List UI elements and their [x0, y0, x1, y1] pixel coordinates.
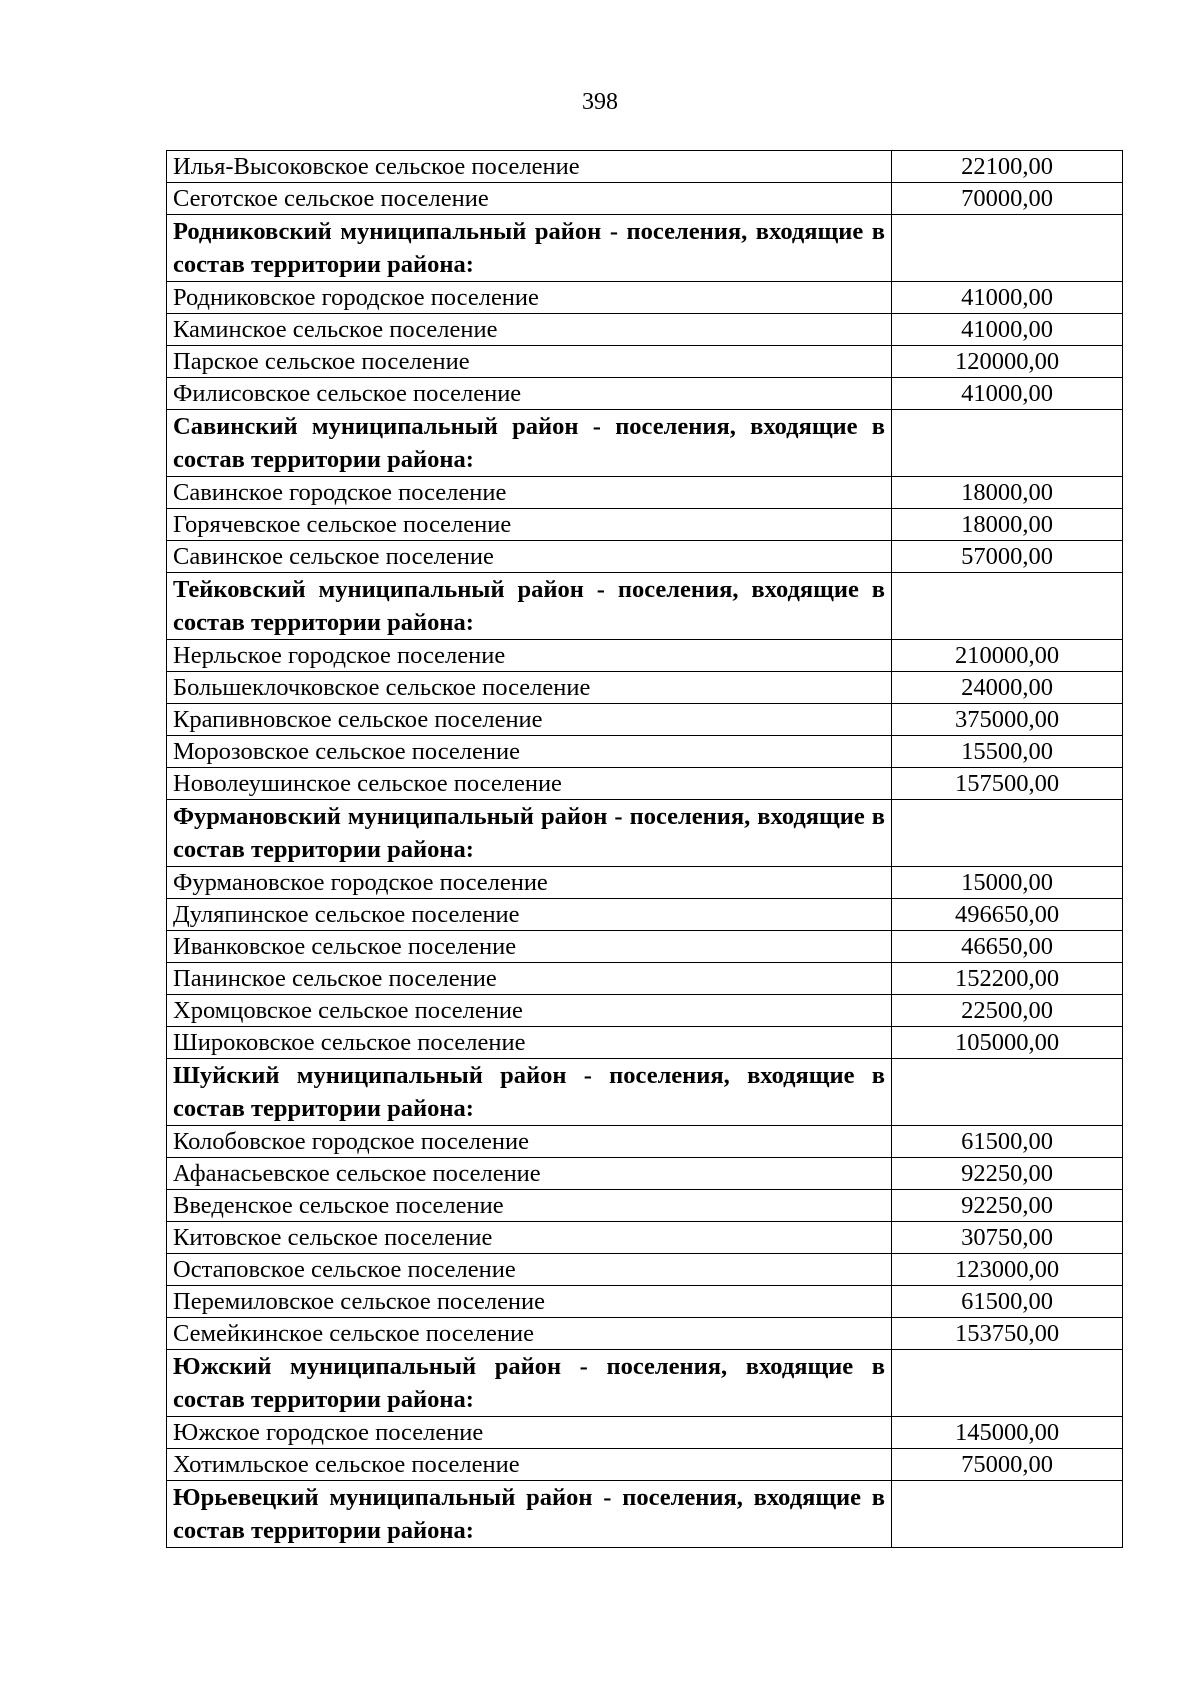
district-name: Родниковский муниципальный район - поселения, входящие в состав территории района: [167, 215, 892, 282]
amount-cell: 70000,00 [892, 183, 1123, 215]
amount-cell: 46650,00 [892, 931, 1123, 963]
settlement-row [167, 183, 1123, 215]
settlement-row [167, 509, 1123, 541]
district-header-row [167, 800, 1123, 867]
amount-cell: 22100,00 [892, 151, 1123, 183]
settlement-name: Остаповское сельское поселение [167, 1254, 892, 1286]
settlement-row [167, 1318, 1123, 1350]
settlement-name: Филисовское сельское поселение [167, 378, 892, 410]
settlement-row [167, 378, 1123, 410]
settlement-name: Сеготское сельское поселение [167, 183, 892, 215]
amount-cell: 18000,00 [892, 509, 1123, 541]
settlement-row [167, 736, 1123, 768]
settlement-name: Парское сельское поселение [167, 346, 892, 378]
settlements-table [166, 150, 1123, 1548]
amount-cell: 75000,00 [892, 1449, 1123, 1481]
settlement-name: Перемиловское сельское поселение [167, 1286, 892, 1318]
settlement-row [167, 1126, 1123, 1158]
settlement-name: Морозовское сельское поселение [167, 736, 892, 768]
settlement-row [167, 1254, 1123, 1286]
settlement-row [167, 931, 1123, 963]
settlement-row [167, 1449, 1123, 1481]
settlement-row [167, 672, 1123, 704]
settlement-row [167, 1286, 1123, 1318]
district-name: Юрьевецкий муниципальный район - поселения, входящие в состав территории района: [167, 1481, 892, 1548]
district-name: Савинский муниципальный район - поселения, входящие в состав территории района: [167, 410, 892, 477]
settlement-name: Иванковское сельское поселение [167, 931, 892, 963]
settlement-name: Широковское сельское поселение [167, 1027, 892, 1059]
district-header-row [167, 1481, 1123, 1548]
settlement-name: Илья-Высоковское сельское поселение [167, 151, 892, 183]
amount-cell: 61500,00 [892, 1286, 1123, 1318]
amount-cell: 41000,00 [892, 314, 1123, 346]
settlement-row [167, 1158, 1123, 1190]
settlement-name: Дуляпинское сельское поселение [167, 899, 892, 931]
settlement-row [167, 541, 1123, 573]
settlement-row [167, 704, 1123, 736]
settlement-name: Хромцовское сельское поселение [167, 995, 892, 1027]
amount-cell: 15000,00 [892, 867, 1123, 899]
settlement-name: Большеклочковское сельское поселение [167, 672, 892, 704]
settlement-row [167, 1222, 1123, 1254]
settlement-name: Семейкинское сельское поселение [167, 1318, 892, 1350]
settlement-row [167, 899, 1123, 931]
district-name: Тейковский муниципальный район - поселения, входящие в состав территории района: [167, 573, 892, 640]
amount-cell: 496650,00 [892, 899, 1123, 931]
settlement-row [167, 1417, 1123, 1449]
settlement-name: Новолеушинское сельское поселение [167, 768, 892, 800]
settlement-name: Афанасьевское сельское поселение [167, 1158, 892, 1190]
settlement-row [167, 768, 1123, 800]
settlement-name: Фурмановское городское поселение [167, 867, 892, 899]
amount-cell: 15500,00 [892, 736, 1123, 768]
amount-cell: 210000,00 [892, 640, 1123, 672]
page-number: 398 [582, 89, 618, 115]
amount-cell: 92250,00 [892, 1158, 1123, 1190]
amount-cell [892, 800, 1123, 867]
amount-cell: 24000,00 [892, 672, 1123, 704]
settlement-row [167, 346, 1123, 378]
amount-cell [892, 573, 1123, 640]
amount-cell [892, 1350, 1123, 1417]
amount-cell: 123000,00 [892, 1254, 1123, 1286]
settlement-row [167, 477, 1123, 509]
amount-cell: 18000,00 [892, 477, 1123, 509]
settlement-name: Савинское городское поселение [167, 477, 892, 509]
settlement-row [167, 1027, 1123, 1059]
amount-cell [892, 1059, 1123, 1126]
settlement-row [167, 1190, 1123, 1222]
amount-cell: 105000,00 [892, 1027, 1123, 1059]
settlement-row [167, 640, 1123, 672]
amount-cell: 22500,00 [892, 995, 1123, 1027]
settlement-name: Панинское сельское поселение [167, 963, 892, 995]
amount-cell: 153750,00 [892, 1318, 1123, 1350]
settlement-name: Родниковское городское поселение [167, 282, 892, 314]
settlement-row [167, 314, 1123, 346]
district-header-row [167, 573, 1123, 640]
settlement-name: Китовское сельское поселение [167, 1222, 892, 1254]
district-header-row [167, 1350, 1123, 1417]
settlement-name: Хотимльское сельское поселение [167, 1449, 892, 1481]
district-name: Фурмановский муниципальный район - поселения, входящие в состав территории района: [167, 800, 892, 867]
amount-cell [892, 215, 1123, 282]
amount-cell [892, 410, 1123, 477]
settlement-row [167, 282, 1123, 314]
amount-cell: 41000,00 [892, 282, 1123, 314]
settlement-name: Каминское сельское поселение [167, 314, 892, 346]
amount-cell: 30750,00 [892, 1222, 1123, 1254]
amount-cell: 120000,00 [892, 346, 1123, 378]
district-header-row [167, 1059, 1123, 1126]
district-header-row [167, 410, 1123, 477]
settlement-name: Введенское сельское поселение [167, 1190, 892, 1222]
settlement-name: Крапивновское сельское поселение [167, 704, 892, 736]
amount-cell: 375000,00 [892, 704, 1123, 736]
settlement-row [167, 963, 1123, 995]
settlement-row [167, 995, 1123, 1027]
settlement-name: Южское городское поселение [167, 1417, 892, 1449]
settlement-row [167, 867, 1123, 899]
settlement-row [167, 151, 1123, 183]
settlements-table-body [167, 151, 1123, 1548]
district-name: Шуйский муниципальный район - поселения, входящие в состав территории района: [167, 1059, 892, 1126]
amount-cell: 145000,00 [892, 1417, 1123, 1449]
district-header-row [167, 215, 1123, 282]
settlement-name: Колобовское городское поселение [167, 1126, 892, 1158]
amount-cell: 57000,00 [892, 541, 1123, 573]
settlement-name: Горячевское сельское поселение [167, 509, 892, 541]
amount-cell: 157500,00 [892, 768, 1123, 800]
district-name: Южский муниципальный район - поселения, входящие в состав территории района: [167, 1350, 892, 1417]
amount-cell: 92250,00 [892, 1190, 1123, 1222]
settlement-name: Савинское сельское поселение [167, 541, 892, 573]
amount-cell: 41000,00 [892, 378, 1123, 410]
amount-cell: 152200,00 [892, 963, 1123, 995]
amount-cell [892, 1481, 1123, 1548]
amount-cell: 61500,00 [892, 1126, 1123, 1158]
settlement-name: Нерльское городское поселение [167, 640, 892, 672]
